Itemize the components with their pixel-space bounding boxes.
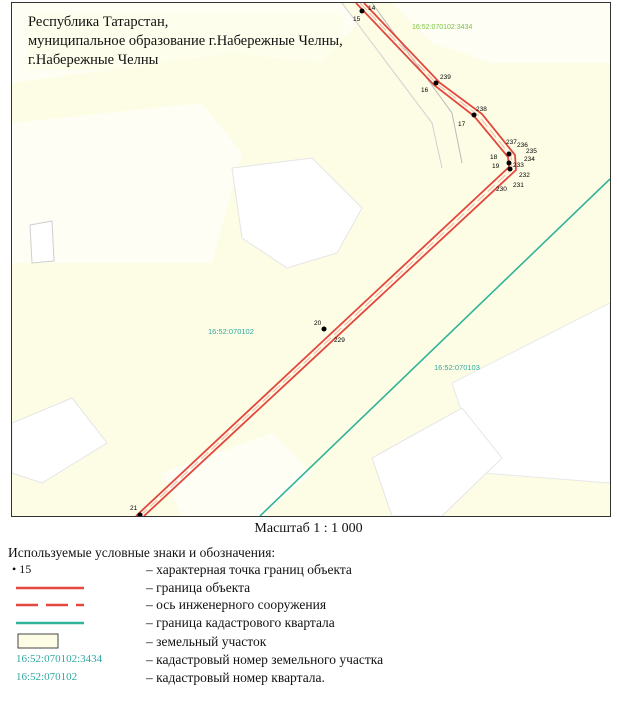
point-label: 234 — [524, 156, 535, 163]
building — [30, 221, 54, 263]
scale-caption: Масштаб 1 : 1 000 — [254, 521, 363, 536]
legend-text: – земельный участок — [146, 634, 267, 649]
quarter-number-east: 16:52:070103 — [434, 363, 480, 372]
boundary-point — [322, 327, 327, 332]
legend-row — [8, 562, 608, 580]
boundary-symbol — [12, 580, 132, 597]
legend-title: Используемые условные знаки и обозначения: — [8, 545, 276, 560]
point-label: 14 — [368, 5, 376, 12]
point-symbol-text: • 15 — [12, 562, 32, 576]
point-label: 232 — [519, 172, 530, 179]
point-label: 230 — [496, 186, 507, 193]
point-label: 236 — [517, 142, 528, 149]
region-line: Республика Татарстан, — [28, 14, 169, 30]
boundary-point — [507, 161, 512, 166]
parcel-number-symbol — [12, 652, 132, 669]
legend-row — [8, 652, 608, 670]
quarter-boundary-symbol — [12, 615, 132, 632]
map-canvas — [12, 3, 610, 516]
point-label: 17 — [458, 121, 466, 128]
building — [12, 398, 107, 483]
legend-row — [8, 597, 608, 615]
building — [232, 158, 362, 268]
legend — [8, 562, 608, 687]
cadastral-map — [11, 2, 611, 517]
legend-text: – граница кадастрового квартала — [146, 614, 335, 630]
quarter-number-west: 16:52:070102 — [208, 327, 254, 336]
parcel-number-sample: 16:52:070102:3434 — [16, 653, 103, 665]
quarter-number-symbol — [12, 670, 132, 687]
point-label: 233 — [513, 162, 524, 169]
point-label: 231 — [513, 182, 524, 189]
legend-row — [8, 615, 608, 633]
point-label: 239 — [440, 74, 451, 81]
legend-text: – кадастровый номер земельного участка — [146, 652, 384, 667]
point-label: 238 — [476, 106, 487, 113]
boundary-point — [508, 167, 513, 172]
point-label: 18 — [490, 154, 498, 161]
legend-row — [8, 580, 608, 598]
legend-row — [8, 670, 608, 688]
legend-row — [8, 632, 608, 652]
boundary-point — [434, 81, 439, 86]
boundary-point — [472, 113, 477, 118]
region-line: муниципальное образование г.Набережные Челны, — [28, 33, 343, 49]
legend-text: – характерная точка границ объекта — [146, 562, 352, 577]
building — [392, 3, 610, 63]
legend-text: – граница объекта — [146, 579, 251, 595]
point-label: 237 — [506, 139, 517, 146]
region-caption — [28, 13, 343, 70]
boundary-point — [360, 9, 365, 14]
axis-symbol — [12, 597, 132, 614]
legend-text: – ось инженерного сооружения — [146, 597, 327, 612]
point-label: 229 — [334, 337, 345, 344]
point-label: 19 — [492, 163, 500, 170]
point-label: 15 — [353, 16, 361, 23]
boundary-point — [507, 152, 512, 157]
point-label: 20 — [314, 320, 322, 327]
parcel-number-label: 16:52:070102:3434 — [412, 24, 473, 31]
point-label: 16 — [421, 87, 429, 94]
point-label: 235 — [526, 148, 537, 155]
quarter-number-sample: 16:52:070102 — [16, 670, 78, 683]
legend-text: – кадастровый номер квартала. — [146, 669, 325, 685]
point-label: 21 — [130, 505, 138, 512]
region-line: г.Набережные Челны — [28, 52, 159, 68]
parcel-symbol — [12, 632, 132, 649]
point-symbol — [12, 562, 132, 579]
